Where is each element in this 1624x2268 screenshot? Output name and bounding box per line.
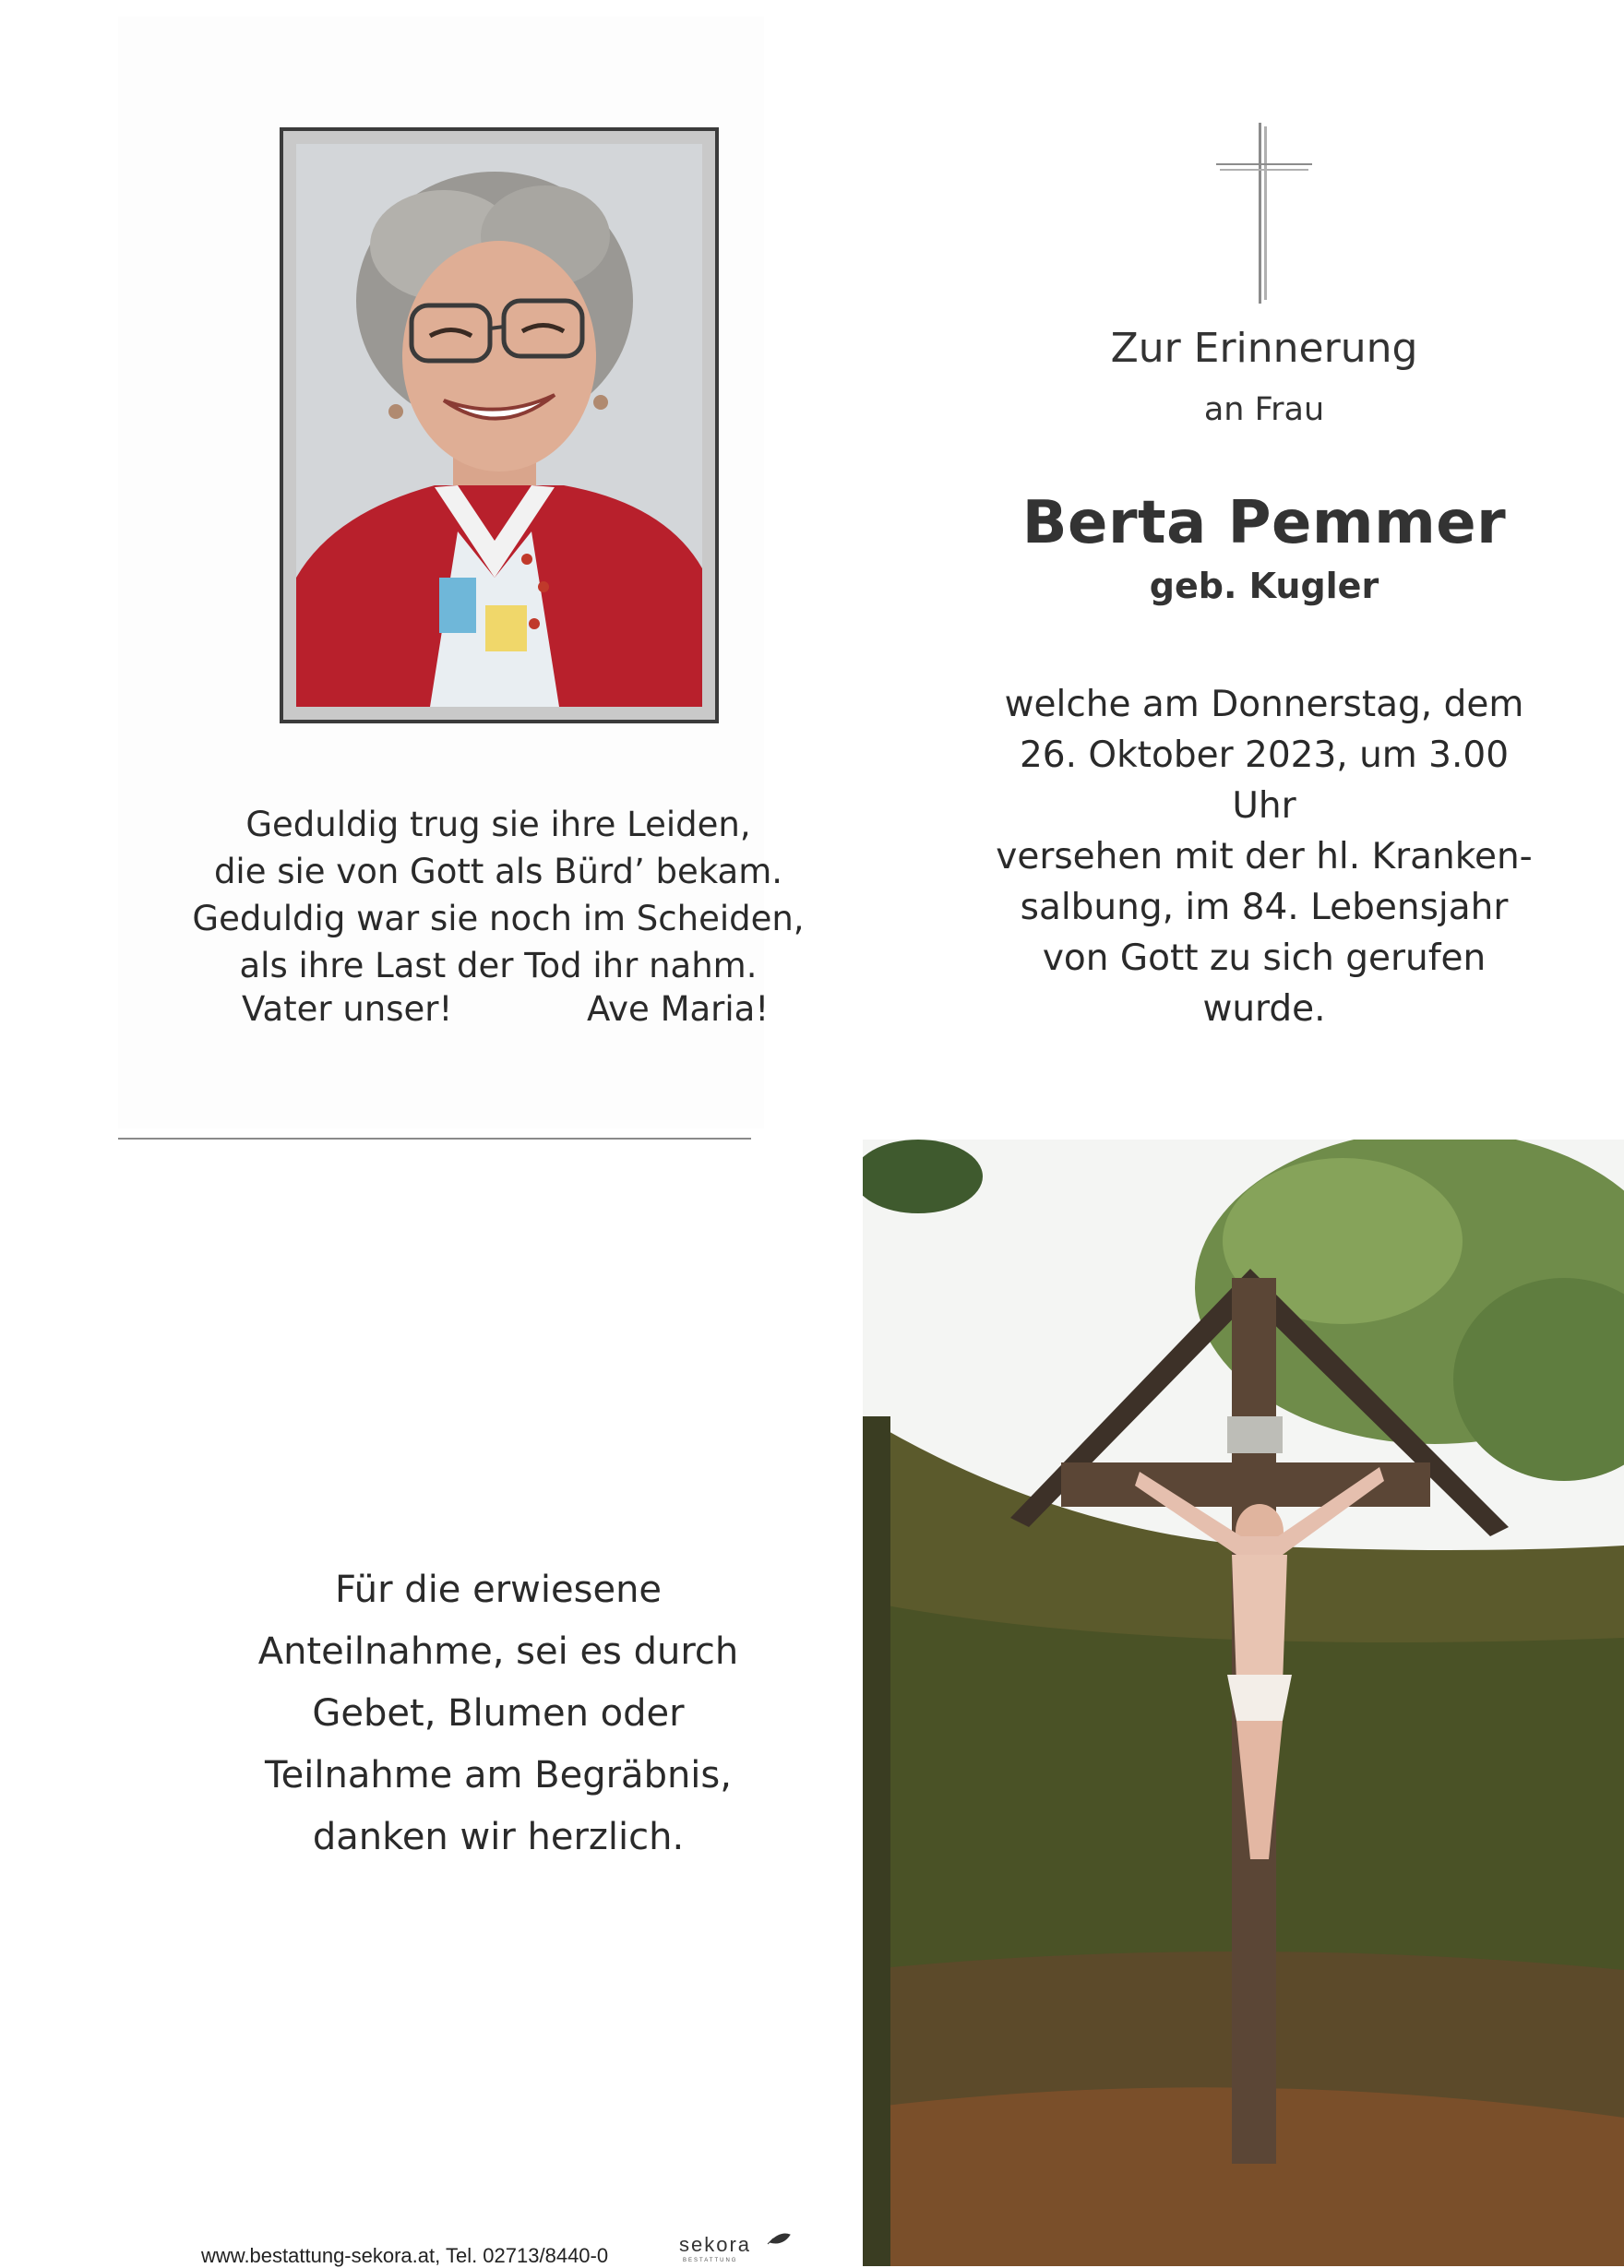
death-line: salbung, im 84. Lebensjahr <box>1020 887 1509 928</box>
leaf-icon <box>768 2234 790 2244</box>
thanks-message <box>175 1559 821 1868</box>
death-notice <box>987 679 1541 1034</box>
prayer-vater-unser: Vater unser! <box>242 989 453 1029</box>
poem <box>175 801 821 989</box>
death-line: versehen mit der hl. Kranken- <box>996 836 1533 877</box>
portrait-photo <box>296 144 702 707</box>
fold-divider <box>118 1138 751 1140</box>
logo-subtext: BESTATTUNG <box>683 2258 738 2263</box>
thanks-line: Für die erwiesene <box>334 1569 663 1611</box>
death-line: 26. Oktober 2023, um 3.00 Uhr <box>1019 734 1510 827</box>
wayside-cross-photo <box>863 1140 1624 2266</box>
poem-line: Geduldig war sie noch im Scheiden, <box>192 899 805 938</box>
poem-line: Geduldig trug sie ihre Leiden, <box>245 805 751 844</box>
thanks-line: Anteilnahme, sei es durch <box>257 1630 739 1673</box>
portrait-frame <box>280 127 719 723</box>
poem-line: die sie von Gott als Bürd’ bekam. <box>213 852 783 891</box>
memorial-subtitle: an Frau <box>1203 391 1325 428</box>
maiden-name: geb. Kugler <box>1149 566 1379 606</box>
memorial-title: Zur Erinnerung <box>1110 325 1418 372</box>
logo-text: sekora <box>679 2233 752 2256</box>
thanks-line: danken wir herzlich. <box>312 1816 685 1858</box>
prayer-ave-maria: Ave Maria! <box>587 989 770 1029</box>
funeral-home-logo <box>677 2231 792 2264</box>
death-line: von Gott zu sich gerufen <box>1042 937 1487 979</box>
funeral-home-contact: www.bestattung-sekora.at, Tel. 02713/8440-0 <box>201 2244 609 2267</box>
deceased-name: Berta Pemmer <box>1021 489 1507 557</box>
thanks-line: Gebet, Blumen oder <box>312 1692 685 1735</box>
death-line: wurde. <box>1202 988 1326 1030</box>
cross-icon <box>1216 123 1312 304</box>
thanks-line: Teilnahme am Begräbnis, <box>265 1754 732 1796</box>
poem-line: als ihre Last der Tod ihr nahm. <box>239 946 758 985</box>
death-line: welche am Donnerstag, dem <box>1004 684 1524 725</box>
